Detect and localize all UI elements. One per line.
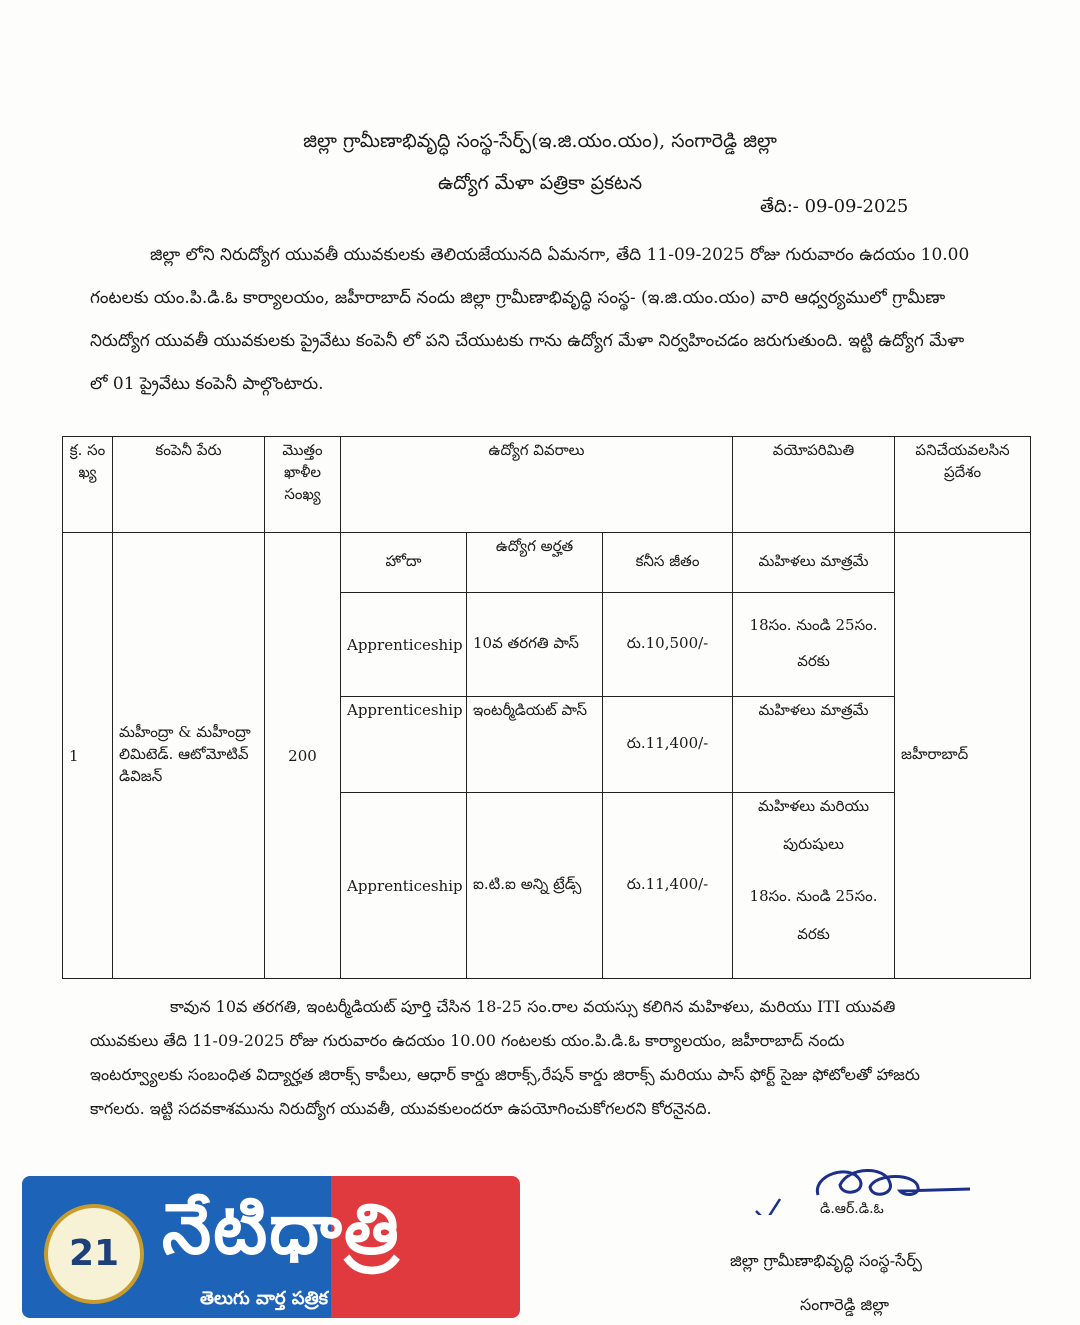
job-qualification: ఐ.టి.ఐ అన్ని ట్రేడ్స్ <box>467 793 603 979</box>
age-women-only: మహిళలు మాత్రమే <box>733 533 895 593</box>
job-post: Apprenticeship <box>341 793 467 979</box>
job-salary: రు.10,500/- <box>603 593 733 697</box>
intro-line: లో 01 ప్రైవేటు కంపెనీ పాల్గొంటారు. <box>90 374 324 394</box>
document-date: తేది:- 09-09-2025 <box>760 196 909 217</box>
closing-line: కావున 10వ తరగతి, ఇంటర్మీడియట్ పూర్తి చేసిన 18-25 సం.రాల వయస్సు కలిగిన మహిళలు, మరియు ITI యువతి <box>170 997 896 1016</box>
logo-brand: నేటిధాత్రి <box>162 1188 401 1270</box>
job-salary: రు.11,400/- <box>603 697 733 793</box>
subheader-post: హోదా <box>341 533 467 593</box>
age-until: వరకు <box>797 651 830 670</box>
age-range: 18సం. నుండి 25సం. <box>749 887 878 905</box>
subheader-min-salary: కనీస జీతం <box>603 533 733 593</box>
logo-tagline: తెలుగు వార్త పత్రిక <box>200 1288 329 1309</box>
newspaper-logo <box>22 1176 520 1318</box>
intro-paragraph <box>90 234 970 406</box>
signatory-org: జిల్లా గ్రామీణాభివృద్ధి సంస్థ-సేర్ప్ <box>730 1251 922 1270</box>
closing-line: ఇంటర్వ్యూలకు సంబంధిత విద్యార్హత జిరాక్స్ కాపీలు, ఆధార్ కార్డు జిరాక్స్,రేషన్ కార్డు జిరాక్స్ మరియు పాస్ ఫోర్ట్ సైజు ఫోటోలతో హాజరు <box>90 1065 920 1084</box>
job-qualification: 10వ తరగతి పాస్ <box>467 593 603 697</box>
signature-block <box>700 1155 1040 1325</box>
job-salary: రు.11,400/- <box>603 793 733 979</box>
signatory-district: సంగారెడ్డి జిల్లా <box>800 1295 889 1314</box>
header-org-line: జిల్లా గ్రామీణాభివృద్ధి సంస్థ-సేర్ప్(ఇ.జి.యం.యం), సంగారెడ్డి జిల్లా <box>303 130 777 152</box>
subheader-qualification: ఉద్యోగ అర్హత <box>467 533 603 593</box>
age-gender-men: పురుషులు <box>783 835 844 853</box>
job-table <box>62 436 1031 979</box>
age-cell <box>733 793 895 979</box>
row-company: మహీంద్రా & మహీంద్రా లిమిటెడ్. ఆటోమోటివ్ డివిజన్ <box>113 533 265 979</box>
header-total: మొత్తం ఖాళీల సంఖ్య <box>265 437 341 533</box>
age-women-only-2: మహిళలు మాత్రమే <box>733 697 895 793</box>
age-gender: మహిళలు మరియు <box>758 797 870 815</box>
anniversary-badge: 21 <box>44 1204 144 1304</box>
header-job-details: ఉద్యోగ వివరాలు <box>341 437 733 533</box>
closing-line: కాగలరు. ఇట్టి సదవకాశమును నిరుద్యోగ యువతీ, యువకులందరూ ఉపయోగించుకోగలరని కోరనైనది. <box>90 1099 712 1118</box>
header-serial: క్ర. సం ఖ్య <box>63 437 113 533</box>
intro-line: జిల్లా లోని నిరుద్యోగ యువతీ యువకులకు తెలియజేయునది ఏమనగా, తేది 11-09-2025 రోజు గురువారం ఉదయం 10.00 <box>150 245 970 265</box>
row-total: 200 <box>265 533 341 979</box>
row-location: జహీరాబాద్ <box>895 533 1031 979</box>
signatory-title: డి.ఆర్.డి.ఓ <box>820 1201 884 1217</box>
age-cell <box>733 593 895 697</box>
intro-line: గంటలకు యం.పి.డి.ఓ కార్యాలయం, జహీరాబాద్ నందు జిల్లా గ్రామీణాభివృద్ధి సంస్థ- (ఇ.జి.యం.యం) వారి ఆధ్వర్యములో గ్రామీణా <box>90 288 946 308</box>
job-post: Apprenticeship <box>341 593 467 697</box>
page-title: ఉద్యోగ మేళా పత్రికా ప్రకటన <box>437 172 643 194</box>
job-post: Apprenticeship <box>341 697 467 793</box>
closing-paragraph <box>90 990 970 1126</box>
row-serial: 1 <box>63 533 113 979</box>
closing-line: యువకులు తేది 11-09-2025 రోజు గురువారం ఉదయం 10.00 గంటలకు యం.పి.డి.ఓ కార్యాలయం, జహీరాబాద్ నందు <box>90 1031 845 1050</box>
age-range: 18సం. నుండి 25సం. <box>749 615 878 634</box>
age-until: వరకు <box>797 925 830 943</box>
job-qualification: ఇంటర్మీడియట్ పాస్ <box>467 697 603 793</box>
header-company: కంపెనీ పేరు <box>113 437 265 533</box>
header-age-limit: వయోపరిమితి <box>733 437 895 533</box>
header-location: పనిచేయవలసిన ప్రదేశం <box>895 437 1031 533</box>
intro-line: నిరుద్యోగ యువతీ యువకులకు ప్రైవేటు కంపెనీ లో పని చేయుటకు గాను ఉద్యోగ మేళా నిర్వహించడం జరుగుతుంది. ఇట్టి ఉద్యోగ మేళా <box>90 331 965 351</box>
